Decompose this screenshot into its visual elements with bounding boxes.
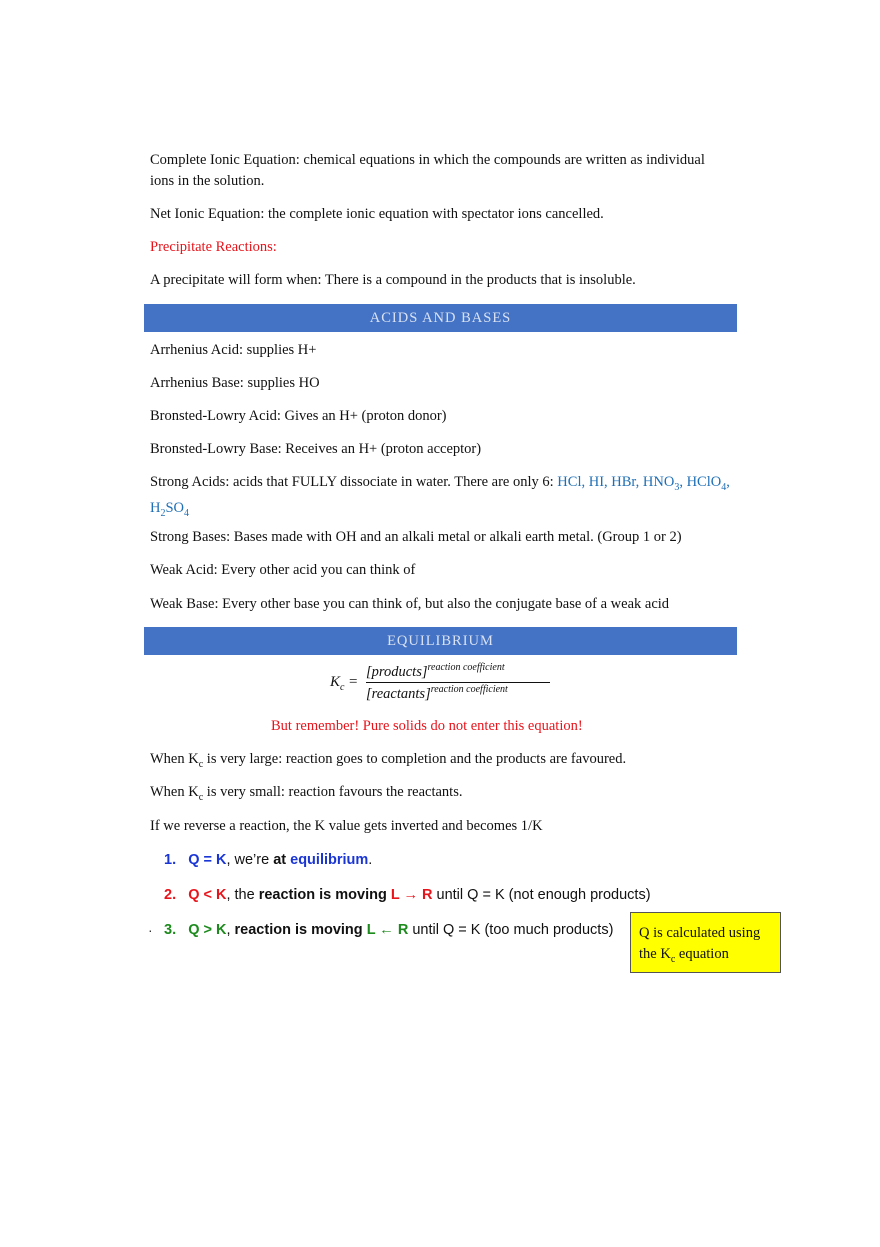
formula-numerator: [products]$^{reaction coefficient}$ xyxy=(366,662,505,680)
stray-bullet: · xyxy=(148,922,153,938)
q-calculation-note: Q is calculated using the $K_c$ equation xyxy=(630,912,781,973)
complete-ionic-line2: ions in the solution. xyxy=(150,173,265,189)
fraction-bar xyxy=(366,682,550,683)
strong-acids xyxy=(150,472,750,524)
pure-solids-reminder: But remember! Pure solids do not enter this equation! xyxy=(271,718,583,734)
kc-formula xyxy=(330,662,560,704)
formula-denominator: [reactants]$^{reaction coefficient}$ xyxy=(366,684,508,702)
kc-large: When $K_c$ is very large: reaction goes to completion and the products are favoured. xyxy=(150,751,627,770)
precipitate-text: A precipitate will form when: There is a compound in the products that is insoluble. xyxy=(150,272,636,288)
precipitate-heading: Precipitate Reactions: xyxy=(150,239,277,255)
equals-sign: = xyxy=(349,674,358,690)
strong-acids-text: Strong Acids: acids that FULLY dissociate in water. There are only 6: xyxy=(150,474,558,490)
kc-small: When $K_c$ is very small: reaction favours the reactants. xyxy=(150,784,463,803)
complete-ionic-line1: Complete Ionic Equation: chemical equations in which the compounds are written as individual xyxy=(150,152,705,168)
net-ionic-definition: Net Ionic Equation: the complete ionic equation with spectator ions cancelled. xyxy=(150,206,604,222)
reverse-reaction: If we reverse a reaction, the K value gets inverted and becomes 1/K xyxy=(150,818,543,834)
kc-symbol: $K_c$ xyxy=(330,674,345,693)
strong-bases: Strong Bases: Bases made with OH and an alkali metal or alkali earth metal. (Group 1 or 2) xyxy=(150,529,682,545)
arrhenius-acid: Arrhenius Acid: supplies H+ xyxy=(150,342,317,358)
q-list-item-1: 1. Q = K, we’re at equilibrium. xyxy=(164,852,373,868)
arrhenius-base: Arrhenius Base: supplies HO xyxy=(150,375,320,391)
bronsted-base: Bronsted-Lowry Base: Receives an H+ (proton acceptor) xyxy=(150,441,482,457)
q-list-item-3: 3. Q > K, reaction is moving L ← R until Q = K (too much products) xyxy=(164,922,614,938)
complete-ionic-definition xyxy=(150,150,740,192)
weak-base: Weak Base: Every other base you can think of, but also the conjugate base of a weak acid xyxy=(150,596,670,612)
q-list-item-2: 2. Q < K, the reaction is moving L → R until Q = K (not enough products) xyxy=(164,887,651,903)
bronsted-acid: Bronsted-Lowry Acid: Gives an H+ (proton donor) xyxy=(150,408,447,424)
acids-bases-banner: ACIDS AND BASES xyxy=(144,304,737,332)
weak-acid: Weak Acid: Every other acid you can think of xyxy=(150,562,416,578)
strong-acids-list: HCl, HI, HBr, $HNO_3$, HClO$_4$, $H_2SO_4$ xyxy=(150,474,730,519)
equilibrium-banner: EQUILIBRIUM xyxy=(144,627,737,655)
